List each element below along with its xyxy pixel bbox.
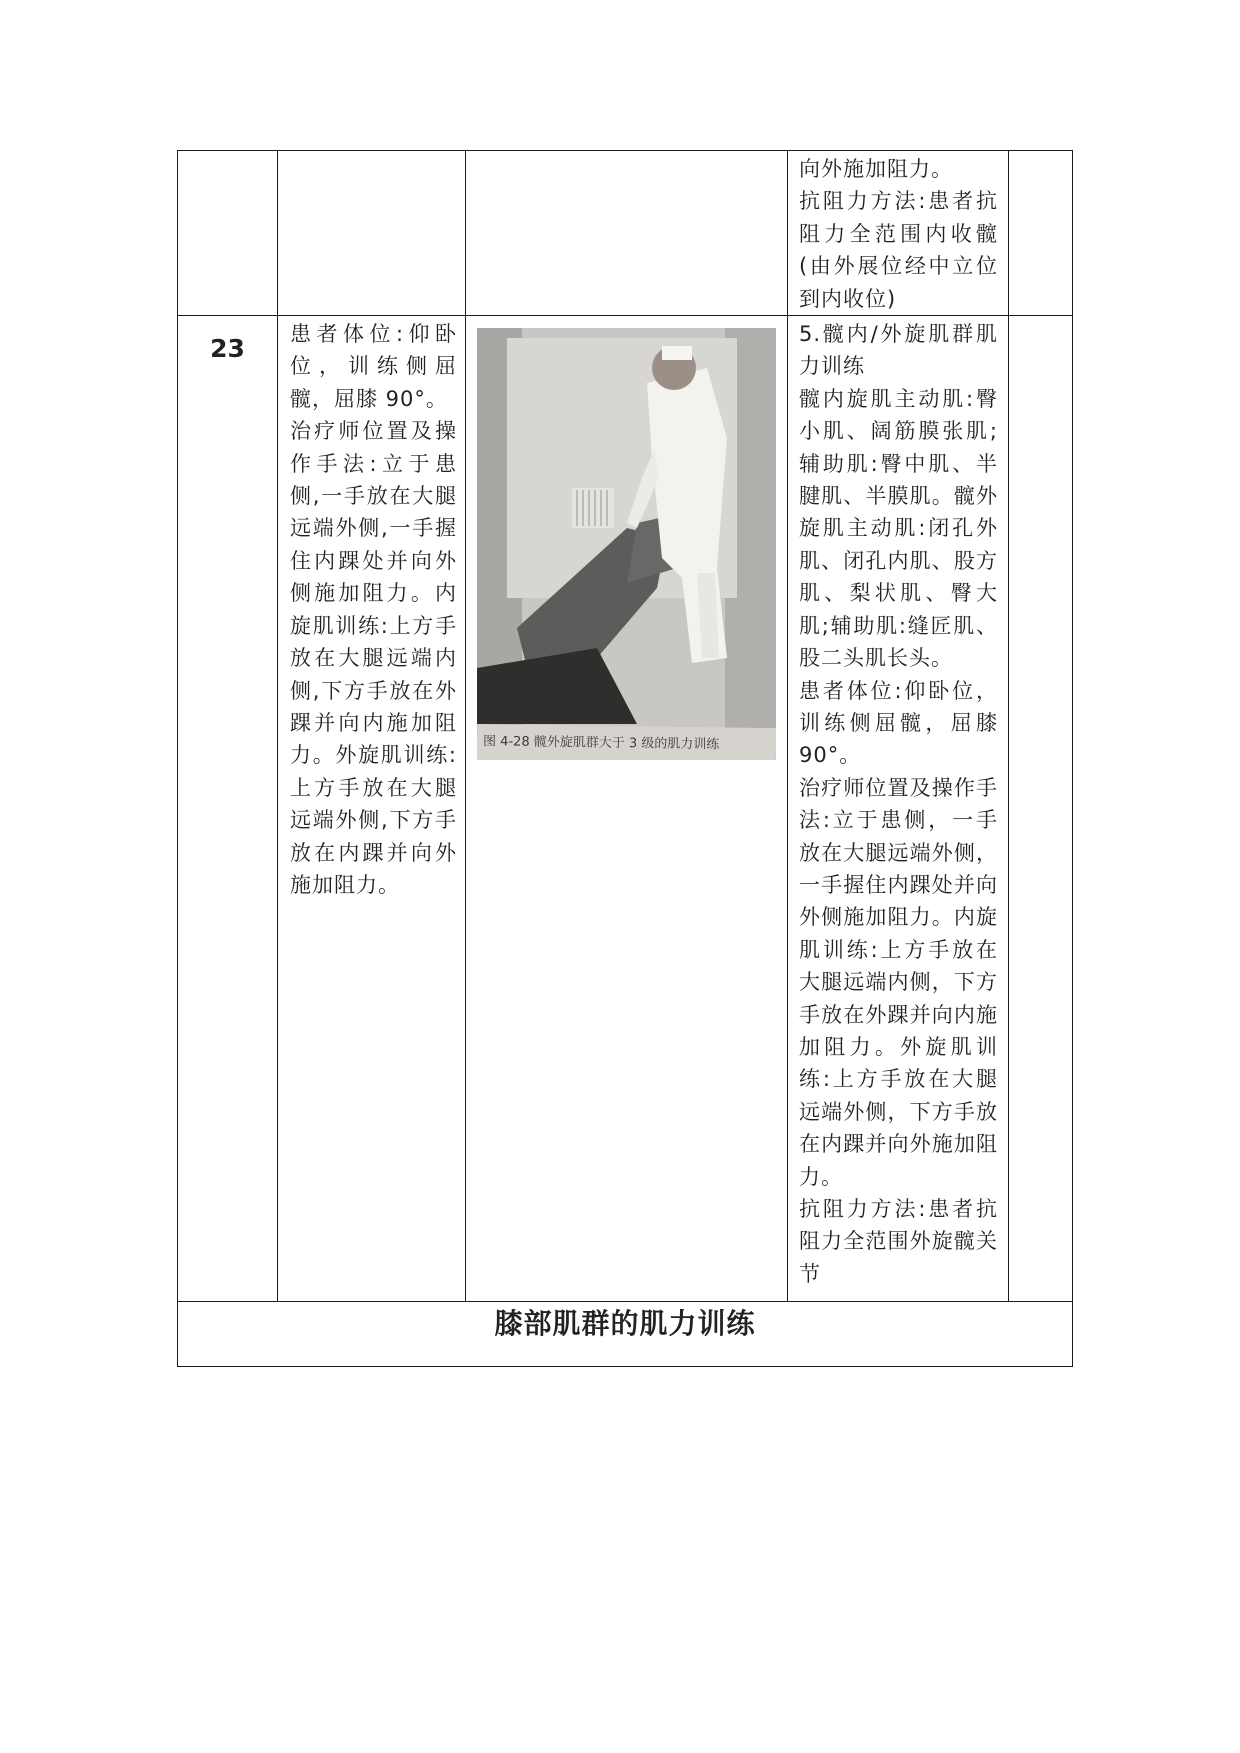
description-text: 5.髋内/外旋肌群肌力训练 髋内旋肌主动肌:臀小肌、阔筋膜张肌;辅助肌:臀中肌、半腱肌、半膜肌。髋外旋肌主动肌:闭孔外肌、闭孔内肌、股方肌、梨状肌、臀大肌;辅助肌:缝匠肌、股二头肌长头。 患者体位:仰卧位，训练侧屈髋，屈膝90°。 治疗师位置及操作手法:立于患侧，一手放在大腿远端外侧，一手握住内踝处并向外侧施加阻力。内旋肌训练:上方手放在大腿远端内侧，下方手放在外踝并向内施加阻力。外旋肌训练:上方手放在大腿远端外侧，下方手放在内踝并向外施加阻力。 抗阻力方法:患者抗阻力全范围外旋髋关节 [799,322,998,1286]
cell-notes-empty [1009,316,1073,1302]
cell-description-continued [788,151,1009,316]
cell-number-empty [178,151,278,316]
cell-position-empty [278,151,466,316]
cell-notes-empty [1009,151,1073,316]
cell-image-empty [466,151,788,316]
figure-caption: 图 4-28 髋外旋肌群大于 3 级的肌力训练 [477,724,776,760]
table-row-previous [178,151,1073,316]
description-continued-text: 向外施加阻力。 抗阻力方法:患者抗阻力全范围内收髋(由外展位经中立位到内收位) [799,157,998,311]
exercise-table [177,150,1073,1367]
position-method-text: 患者体位:仰卧位，训练侧屈髋，屈膝 90°。 治疗师位置及操作手法:立于患侧,一手放在大腿远端外侧,一手握住内踝处并向外侧施加阻力。内旋肌训练:上方手放在大腿远端内侧,下方手放在外踝并向内施加阻力。外旋肌训练:上方手放在大腿远端外侧,下方手放在内踝并向外施加阻力。 [290,322,457,897]
row-number: 23 [210,334,245,364]
table-row-section-title [178,1302,1073,1367]
section-title: 膝部肌群的肌力训练 [178,1302,1073,1367]
cell-description [788,316,1009,1302]
table-row-23 [178,316,1073,1302]
cell-number [178,316,278,1302]
exercise-photo [477,328,776,760]
cell-position-method [278,316,466,1302]
cell-image [466,316,788,1302]
photo-illustration [477,328,776,760]
